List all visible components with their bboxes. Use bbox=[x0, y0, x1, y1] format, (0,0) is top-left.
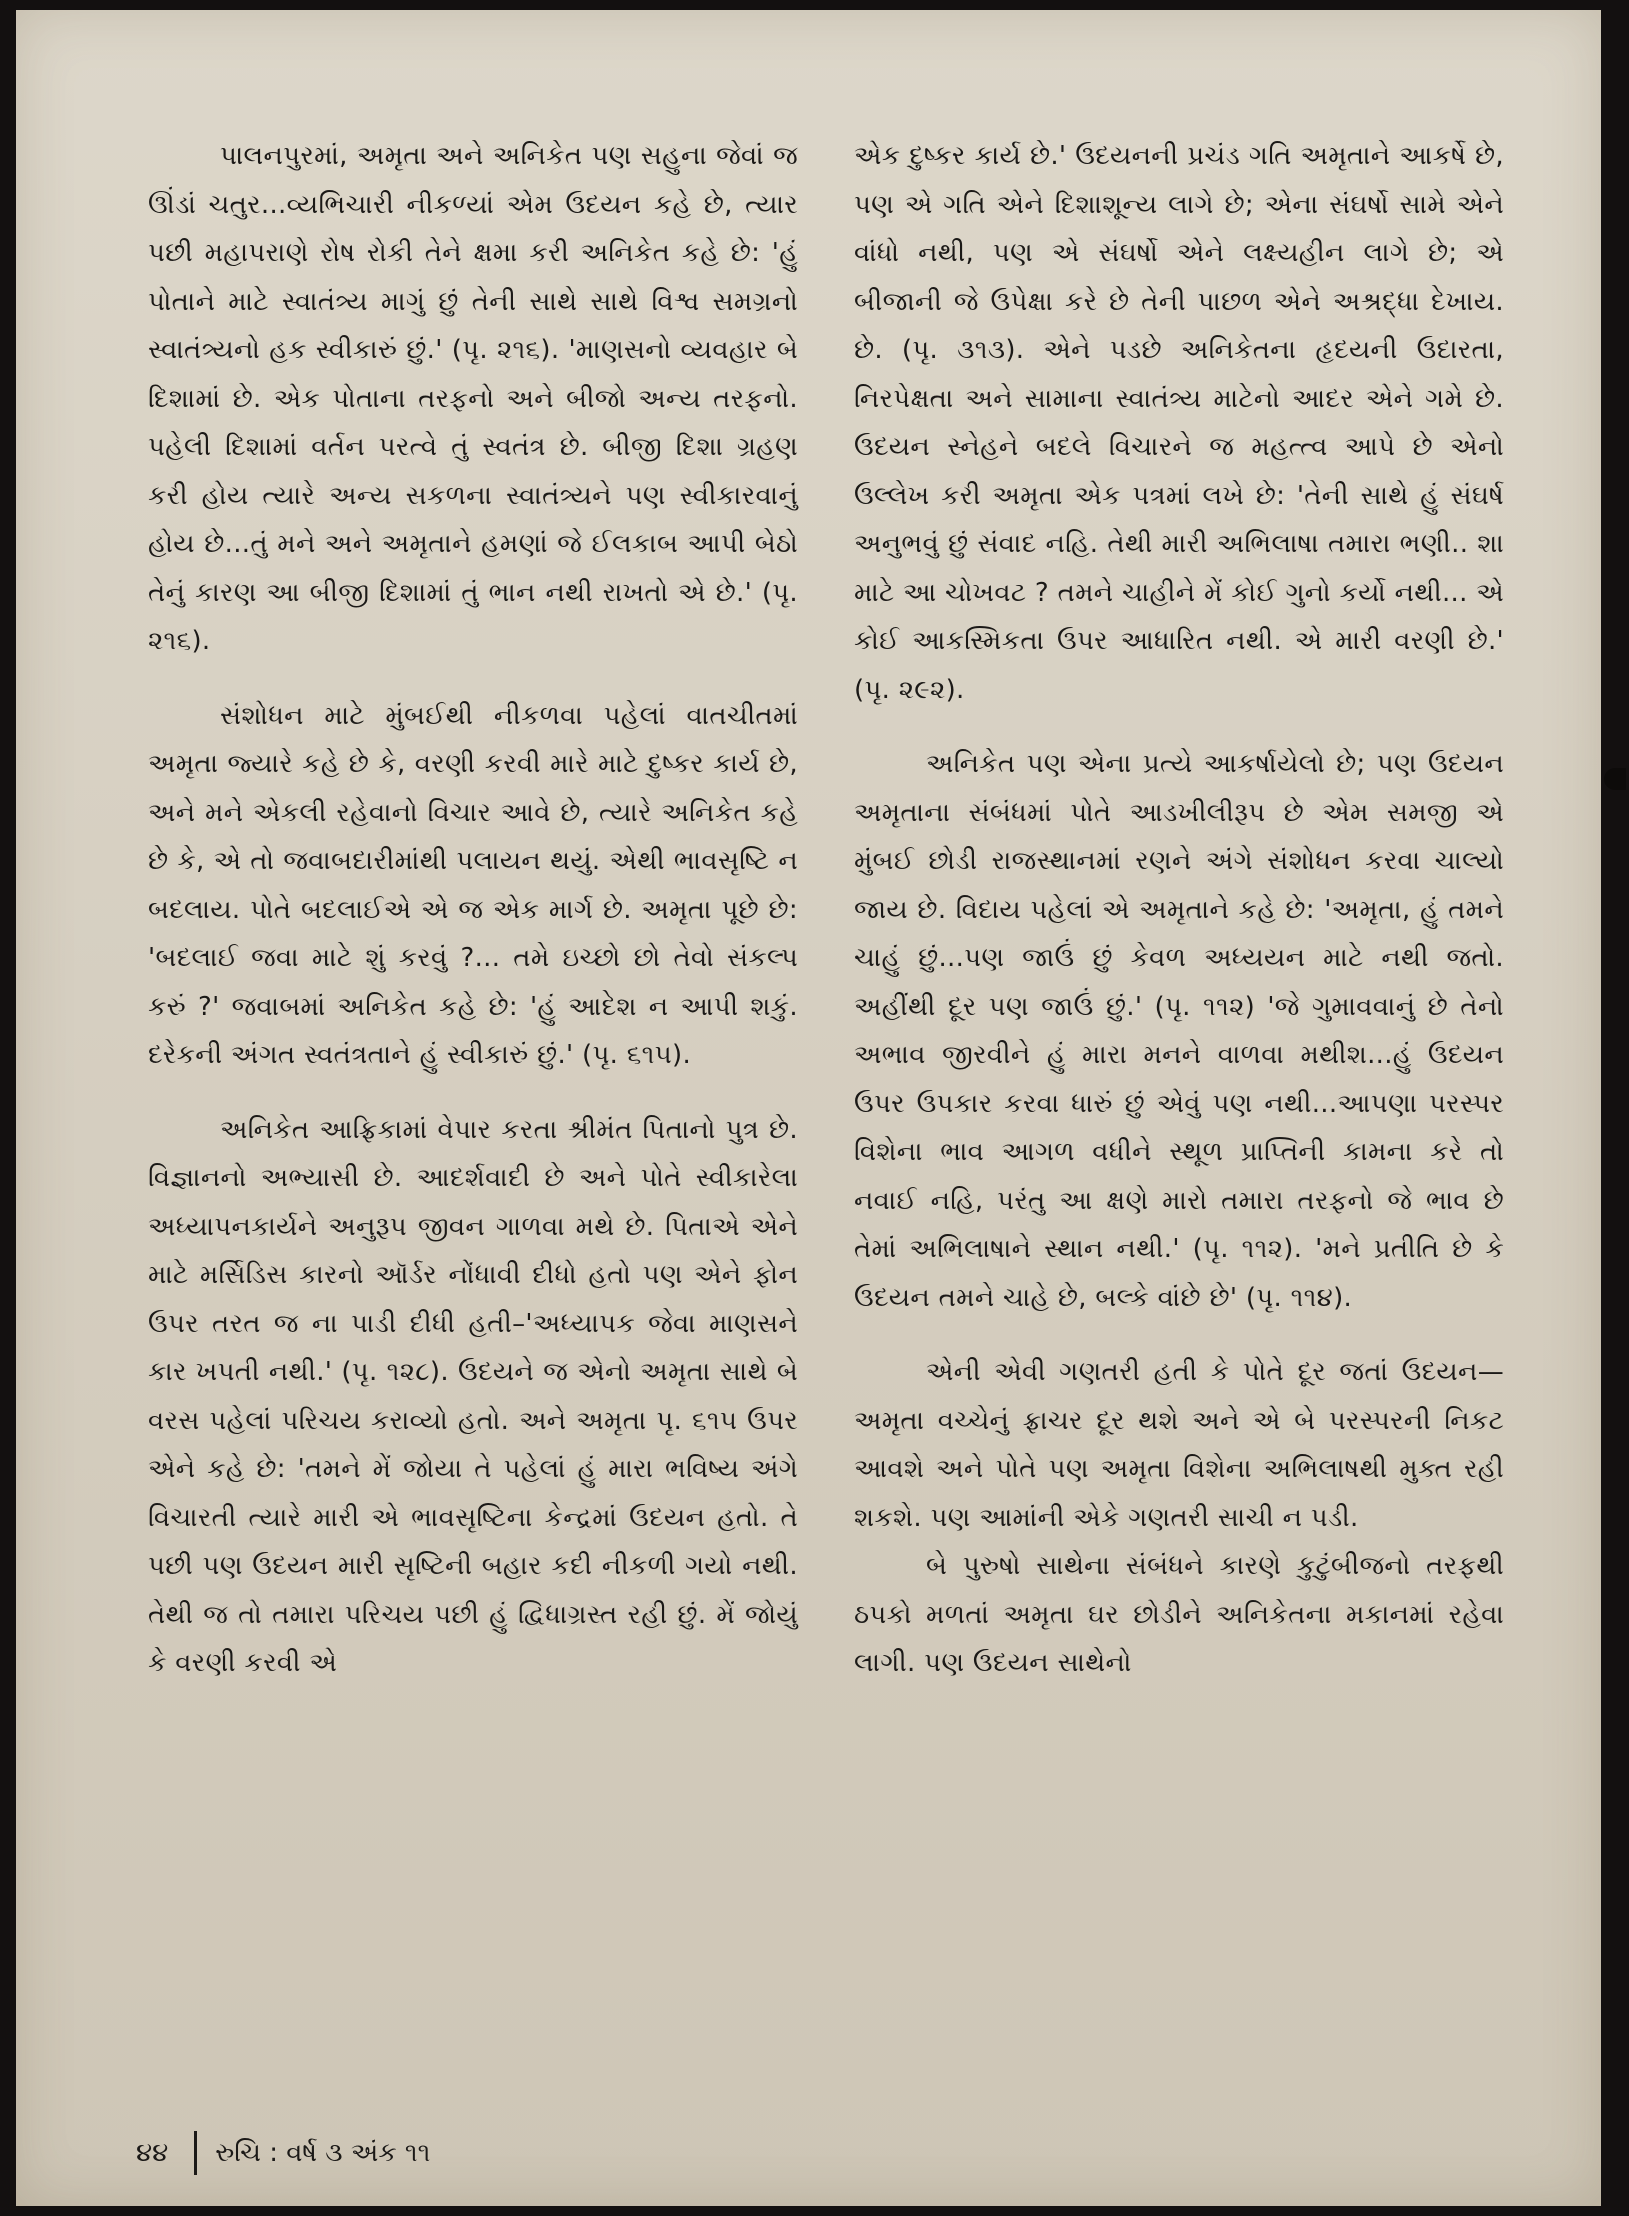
paragraph: એની એવી ગણતરી હતી કે પોતે દૂર જતાં ઉદયન—અમૃતા વચ્ચેનું ફ્રાચર દૂર થશે અને એ બે પરસ્પરની નિકટ આવશે અને પોતે પણ અમૃતા વિશેના અભિલાષથી મુક્ત રહી શકશે. પણ આમાંની એકે ગણતરી સાચી ન પડી. bbox=[854, 1357, 1504, 1533]
page-footer bbox=[136, 2130, 430, 2176]
binder-clip-mark bbox=[1604, 768, 1626, 790]
magazine-page bbox=[16, 10, 1601, 2206]
paragraph: બે પુરુષો સાથેના સંબંધને કારણે કુટુંબીજનો તરફથી ઠપકો મળતાં અમૃતા ઘર છોડીને અનિકેતના મકાનમાં રહેવા લાગી. પણ ઉદયન સાથેનો bbox=[854, 1551, 1504, 1678]
footer-divider bbox=[194, 2131, 197, 2175]
paragraph: અનિકેત આફ્રિકામાં વેપાર કરતા શ્રીમંત પિતાનો પુત્ર છે. વિજ્ઞાનનો અભ્યાસી છે. આદર્શવાદી છે અને પોતે સ્વીકારેલા અધ્યાપનકાર્યને અનુરૂપ જીવન ગાળવા મથે છે. પિતાએ એને માટે મર્સિડિસ કારનો ઑર્ડર નોંધાવી દીધો હતો પણ એને ફોન ઉપર તરત જ ના પાડી દીધી હતી–'અધ્યાપક જેવા માણસને કાર ખપતી નથી.' (પૃ. ૧૨૮). ઉદયને જ એનો અમૃતા સાથે બે વરસ પહેલાં પરિચય કરાવ્યો હતો. અને અમૃતા પૃ. ૬૧૫ ઉપર એને કહે છે: 'તમને મેં જોયા તે પહેલાં હું મારા ભવિષ્ય અંગે વિચારતી ત્યારે મારી એ ભાવસૃષ્ટિના કેન્દ્રમાં ઉદયન હતો. તે પછી પણ ઉદયન મારી સૃષ્ટિની બહાર કદી નીકળી ગયો નથી. તેથી જ તો તમારા પરિચય પછી હું દ્વિધાગ્રસ્ત રહી છું. મેં જોયું કે વરણી કરવી એ bbox=[148, 1114, 798, 1678]
paragraph: અનિકેત પણ એના પ્રત્યે આકર્ષાયેલો છે; પણ ઉદયન અમૃતાના સંબંધમાં પોતે આડખીલીરૂપ છે એમ સમજી એ મુંબઈ છોડી રાજસ્થાનમાં રણને અંગે સંશોધન કરવા ચાલ્યો જાય છે. વિદાય પહેલાં એ અમૃતાને કહે છે: 'અમૃતા, હું તમને ચાહું છું...પણ જાઉં છું કેવળ અધ્યયન માટે નથી જતો. અહીંથી દૂર પણ જાઉં છું.' (પૃ. ૧૧૨) 'જે ગુમાવવાનું છે તેનો અભાવ જીરવીને હું મારા મનને વાળવા મથીશ...હું ઉદયન ઉપર ઉપકાર કરવા ધારું છું એવું પણ નથી...આપણા પરસ્પર વિશેના ભાવ આગળ વધીને સ્થૂળ પ્રાપ્તિની કામના કરે તો નવાઈ નહિ, પરંતુ આ ક્ષણે મારો તમારા તરફનો જે ભાવ છે તેમાં અભિલાષાને સ્થાન નથી.' (પૃ. ૧૧૨). 'મને પ્રતીતિ છે કે ઉદયન તમને ચાહે છે, બલ્કે વાંછે છે' (પૃ. ૧૧૪). bbox=[854, 749, 1504, 1313]
paragraph: એક દુષ્કર કાર્ય છે.' ઉદયનની પ્રચંડ ગતિ અમૃતાને આકર્ષે છે, પણ એ ગતિ એને દિશાશૂન્ય લાગે છે; એના સંઘર્ષો સામે એને વાંધો નથી, પણ એ સંઘર્ષો એને લક્ષ્યહીન લાગે છે; એ બીજાની જે ઉપેક્ષા કરે છે તેની પાછળ એને અશ્રદ્ધા દેખાય. છે. (પૃ. ૩૧૩). એને પડછે અનિકેતના હૃદયની ઉદારતા, નિરપેક્ષતા અને સામાના સ્વાતંત્ર્ય માટેનો આદર એને ગમે છે. ઉદયન સ્નેહને બદલે વિચારને જ મહત્ત્વ આપે છે એનો ઉલ્લેખ કરી અમૃતા એક પત્રમાં લખે છે: 'તેની સાથે હું સંઘર્ષ અનુભવું છું સંવાદ નહિ. તેથી મારી અભિલાષા તમારા ભણી.. શા માટે આ ચોખવટ ? તમને ચાહીને મેં કોઈ ગુનો કર્યો નથી... એ કોઈ આકસ્મિકતા ઉપર આધારિત નથી. એ મારી વરણી છે.' (પૃ. ૨૯૨). bbox=[854, 141, 1504, 705]
magazine-issue: રુચિ : વર્ષ ૩ અંક ૧૧ bbox=[215, 2137, 431, 2168]
left-column bbox=[148, 132, 798, 1688]
right-column bbox=[854, 132, 1504, 1688]
paragraph: સંશોધન માટે મુંબઈથી નીકળવા પહેલાં વાતચીતમાં અમૃતા જ્યારે કહે છે કે, વરણી કરવી મારે માટે દુષ્કર કાર્ય છે, અને મને એકલી રહેવાનો વિચાર આવે છે, ત્યારે અનિકેત કહે છે કે, એ તો જવાબદારીમાંથી પલાયન થયું. એથી ભાવસૃષ્ટિ ન બદલાય. પોતે બદલાઈએ એ જ એક માર્ગ છે. અમૃતા પૂછે છે: 'બદલાઈ જવા માટે શું કરવું ?... તમે ઇચ્છો છો તેવો સંકલ્પ કરું ?' જવાબમાં અનિકેત કહે છે: 'હું આદેશ ન આપી શકું. દરેકની અંગત સ્વતંત્રતાને હું સ્વીકારું છું.' (પૃ. ૬૧૫). bbox=[148, 700, 798, 1070]
paragraph: પાલનપુરમાં, અમૃતા અને અનિકેત પણ સહુના જેવાં જ ઊંડાં ચતુર...વ્યભિચારી નીકળ્યાં એમ ઉદયન કહે છે, ત્યાર પછી મહાપરાણે રોષ રોકી તેને ક્ષમા કરી અનિકેત કહે છે: 'હું પોતાને માટે સ્વાતંત્ર્ય માગું છું તેની સાથે સાથે વિશ્વ સમગ્રનો સ્વાતંત્ર્યનો હક સ્વીકારું છું.' (પૃ. ૨૧૬). 'માણસનો વ્યવહાર બે દિશામાં છે. એક પોતાના તરફનો અને બીજો અન્ય તરફનો. પહેલી દિશામાં વર્તન પરત્વે તું સ્વતંત્ર છે. બીજી દિશા ગ્રહણ કરી હોય ત્યારે અન્ય સકળના સ્વાતંત્ર્યને પણ સ્વીકારવાનું હોય છે...તું મને અને અમૃતાને હમણાં જે ઈલકાબ આપી બેઠો તેનું કારણ આ બીજી દિશામાં તું ભાન નથી રાખતો એ છે.' (પૃ. ૨૧૬). bbox=[148, 141, 798, 656]
page-number: ૪૪ bbox=[136, 2137, 169, 2168]
